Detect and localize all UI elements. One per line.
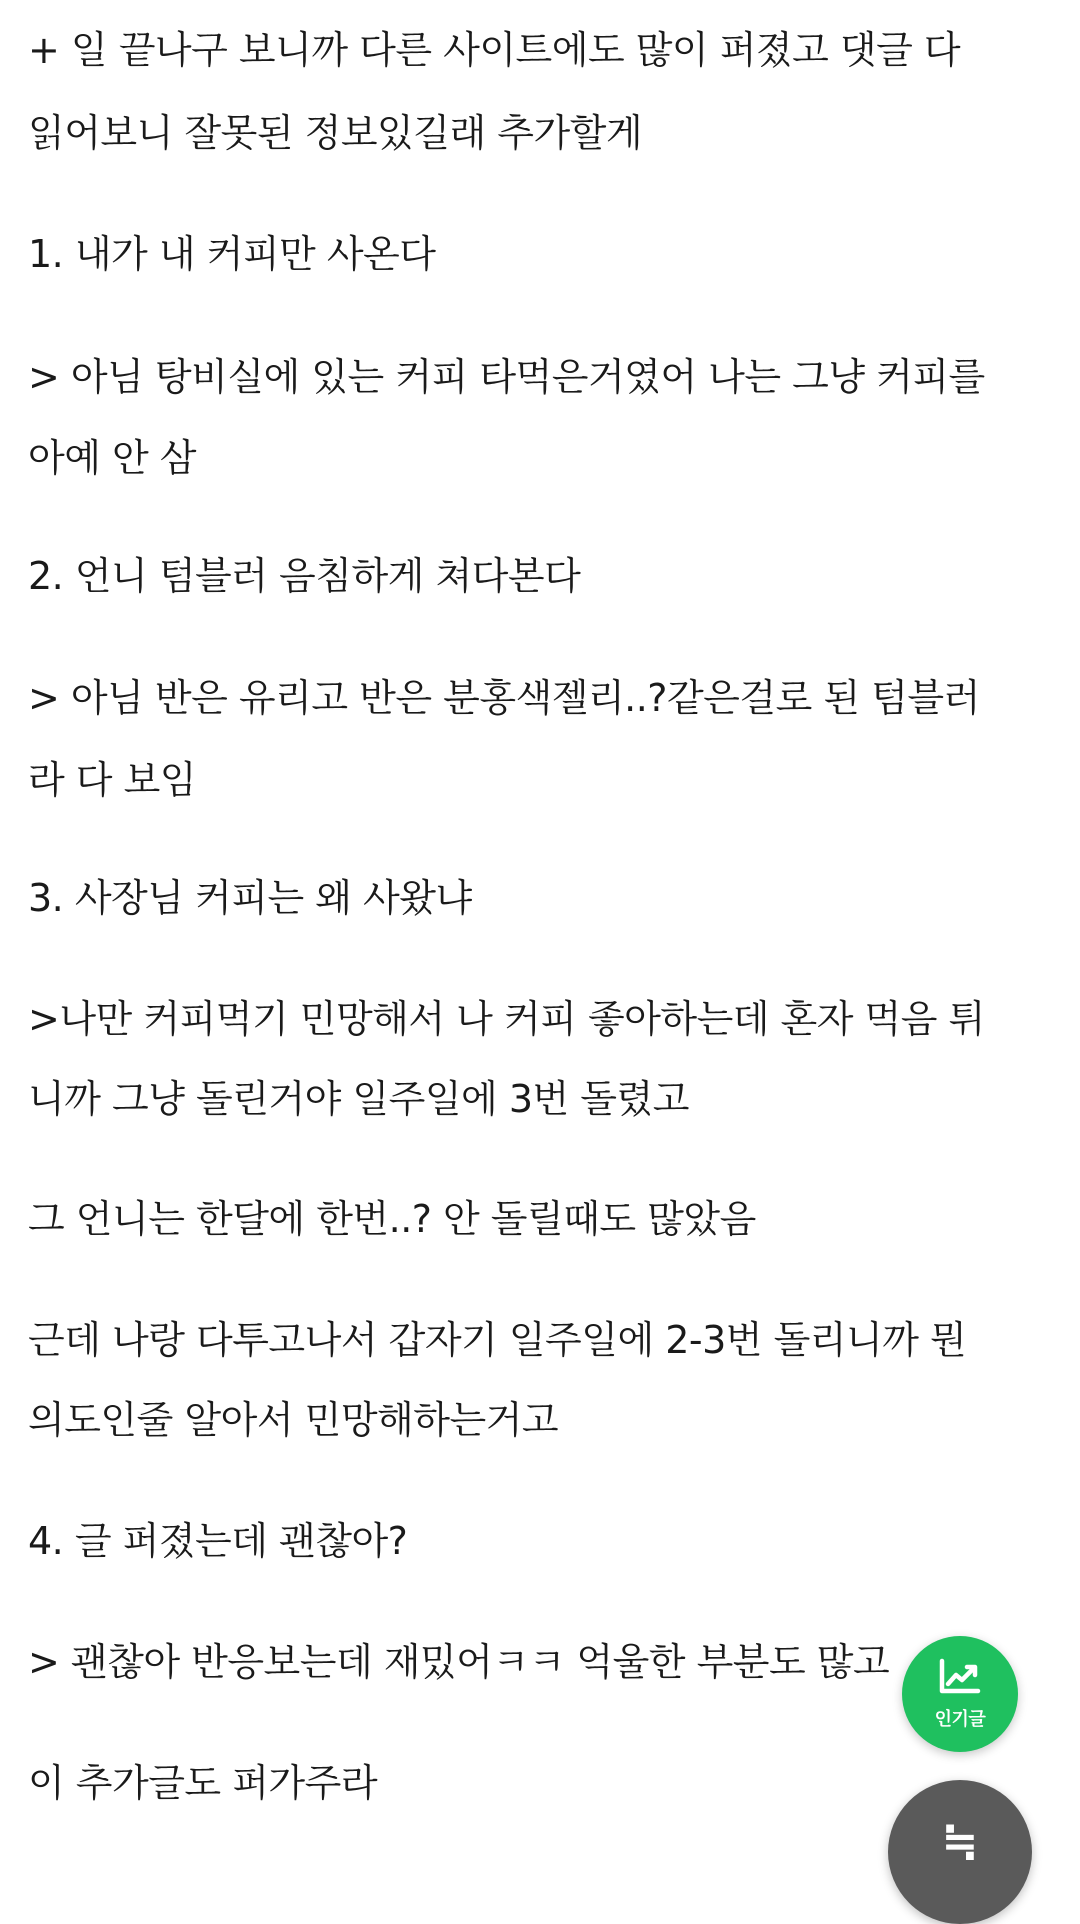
- post-line: > 아님 반은 유리고 반은 분홍색젤리..?같은걸로 된 텀블러: [28, 676, 980, 720]
- post-line: > 괜찮아 반응보는데 재밌어ㅋㅋ 억울한 부분도 많고: [28, 1640, 890, 1684]
- post-line: 근데 나랑 다투고나서 갑자기 일주일에 2-3번 돌리니까 뭔: [28, 1318, 967, 1362]
- post-line: 라 다 보임: [28, 758, 196, 802]
- post-line: >나만 커피먹기 민망해서 나 커피 좋아하는데 혼자 먹음 튀: [28, 997, 985, 1041]
- post-line: 아예 안 삼: [28, 436, 196, 480]
- post-line: 그 언니는 한달에 한번..? 안 돌릴때도 많았음: [28, 1197, 756, 1241]
- post-line: > 아님 탕비실에 있는 커피 타먹은거였어 나는 그냥 커피를: [28, 355, 985, 399]
- post-line: 읽어보니 잘못된 정보있길래 추가할게: [28, 111, 643, 155]
- post-line: 의도인줄 알아서 민망해하는거고: [28, 1398, 559, 1442]
- floating-button-glyph: ≒: [941, 1816, 979, 1867]
- post-line: 2. 언니 텀블러 음침하게 쳐다본다: [28, 554, 581, 598]
- post-line: 니까 그냥 돌린거야 일주일에 3번 돌렸고: [28, 1077, 689, 1121]
- popular-posts-button[interactable]: [902, 1636, 1018, 1752]
- post-line: 3. 사장님 커피는 왜 사왔냐: [28, 876, 472, 920]
- post-line: 4. 글 퍼졌는데 괜찮아?: [28, 1519, 408, 1563]
- trending-chart-icon: [937, 1657, 983, 1701]
- post-line: 1. 내가 내 커피만 사온다: [28, 232, 436, 276]
- secondary-floating-button[interactable]: [888, 1780, 1032, 1924]
- post-line: + 일 끝나구 보니까 다른 사이트에도 많이 퍼졌고 댓글 다: [28, 28, 961, 72]
- post-line: 이 추가글도 퍼가주라: [28, 1761, 378, 1805]
- popular-posts-label: 인기글: [934, 1709, 986, 1730]
